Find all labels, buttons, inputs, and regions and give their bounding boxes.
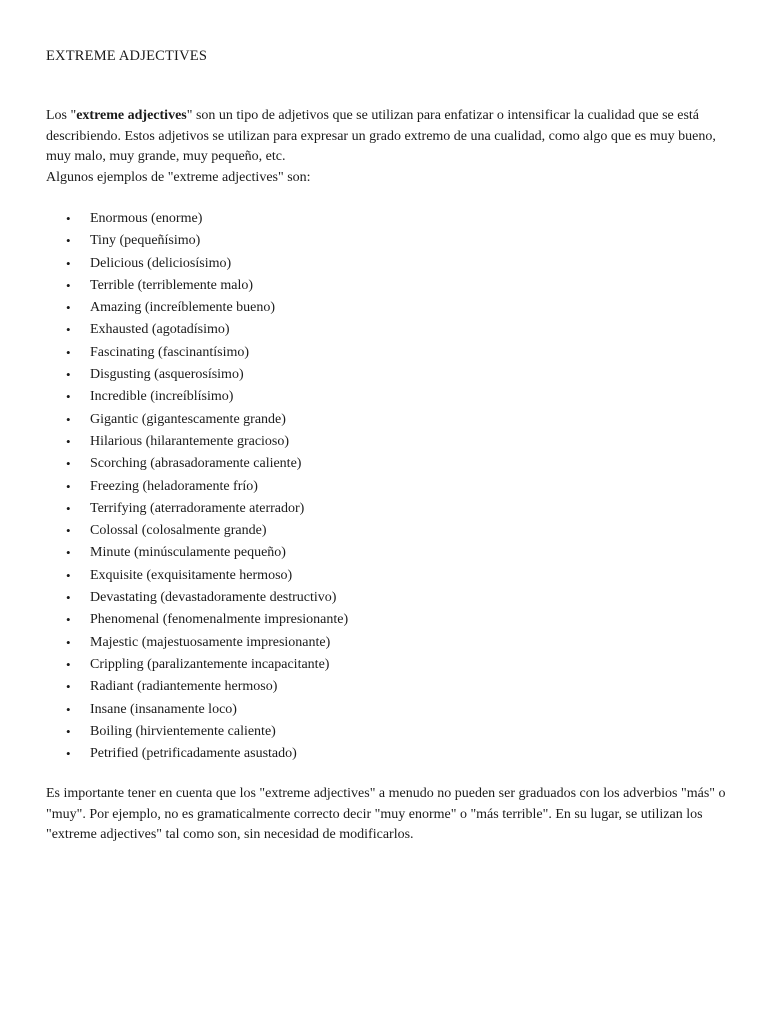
list-item-text: Phenomenal (fenomenalmente impresionante): [90, 612, 349, 628]
list-item-text: Minute (minúsculamente pequeño): [90, 545, 286, 561]
intro-text-start: Los ": [46, 108, 77, 123]
bullet-icon: •: [66, 701, 71, 717]
bullet-icon: •: [66, 723, 71, 739]
bullet-icon: •: [66, 567, 71, 583]
bullet-icon: •: [66, 389, 71, 405]
bullet-icon: •: [66, 746, 71, 762]
list-item: [46, 453, 348, 475]
bullet-icon: •: [66, 277, 71, 293]
bullet-icon: •: [66, 344, 71, 360]
bullet-icon: •: [66, 211, 71, 226]
document-title: EXTREME ADJECTIVES: [46, 48, 208, 64]
list-item-text: Boiling (hirvientemente caliente): [90, 723, 276, 739]
intro-text-rest: " son un tipo de adjetivos que se utilizan para enfatizar o intensificar la cualidad que se está describiendo. Estos adjetivos se utilizan para expresar un grado extremo de una cualidad, como algo que es muy bueno, muy malo, muy grande, muy pequeño, etc.: [46, 108, 716, 164]
list-item-text: Devastating (devastadoramente destructivo): [90, 590, 337, 606]
list-item-text: Enormous (enorme): [90, 211, 203, 226]
list-item: [46, 208, 348, 230]
examples-list: [46, 208, 348, 765]
bullet-icon: •: [66, 411, 71, 427]
list-item: [46, 632, 348, 654]
list-item: [46, 476, 348, 498]
list-item-text: Scorching (abrasadoramente caliente): [90, 456, 302, 472]
list-item-text: Disgusting (asquerosísimo): [90, 367, 244, 383]
list-item-text: Exhausted (agotadísimo): [90, 322, 230, 338]
bullet-icon: •: [66, 255, 71, 271]
list-item-text: Hilarious (hilarantemente gracioso): [90, 433, 290, 449]
list-item: [46, 364, 348, 386]
list-item-text: Insane (insanamente loco): [90, 701, 237, 717]
list-item: [46, 297, 348, 319]
bullet-icon: •: [66, 679, 71, 695]
list-item: [46, 275, 348, 297]
list-item: [46, 587, 348, 609]
list-item-text: Crippling (paralizantemente incapacitante): [90, 656, 330, 672]
bullet-icon: •: [66, 523, 71, 539]
list-item-text: Tiny (pequeñísimo): [90, 233, 201, 249]
list-item-text: Freezing (heladoramente frío): [90, 478, 258, 494]
bullet-icon: •: [66, 545, 71, 561]
list-item: [46, 699, 348, 721]
list-item: [46, 676, 348, 698]
bullet-icon: •: [66, 322, 71, 338]
list-item: [46, 654, 348, 676]
list-item-text: Majestic (majestuosamente impresionante): [90, 634, 331, 650]
list-item: [46, 498, 348, 520]
list-item: [46, 520, 348, 542]
intro-bold-term: extreme adjectives: [76, 108, 187, 123]
bullet-icon: •: [66, 456, 71, 472]
list-item: [46, 386, 348, 408]
list-item: [46, 342, 348, 364]
bullet-icon: •: [66, 656, 71, 672]
list-item-text: Exquisite (exquisitamente hermoso): [90, 567, 293, 583]
list-item-text: Terrifying (aterradoramente aterrador): [90, 500, 305, 516]
list-item: [46, 319, 348, 341]
bullet-icon: •: [66, 433, 71, 449]
list-item-text: Fascinating (fascinantísimo): [90, 344, 250, 360]
intro-paragraph: [46, 106, 736, 188]
bullet-icon: •: [66, 300, 71, 316]
list-item: [46, 542, 348, 564]
list-item-text: Colossal (colosalmente grande): [90, 523, 267, 539]
list-item: [46, 743, 348, 765]
bullet-icon: •: [66, 612, 71, 628]
list-item: [46, 230, 348, 252]
list-item-text: Delicious (deliciosísimo): [90, 255, 232, 271]
list-item-text: Gigantic (gigantescamente grande): [90, 411, 286, 427]
list-item: [46, 721, 348, 743]
bullet-icon: •: [66, 590, 71, 606]
list-item: [46, 565, 348, 587]
list-item-text: Terrible (terriblemente malo): [90, 277, 254, 293]
bullet-icon: •: [66, 233, 71, 249]
list-item-text: Amazing (increíblemente bueno): [90, 300, 276, 316]
bullet-icon: •: [66, 478, 71, 494]
list-item: [46, 431, 348, 453]
list-item-text: Incredible (increíblísimo): [90, 389, 234, 405]
bullet-icon: •: [66, 500, 71, 516]
list-item-text: Petrified (petrificadamente asustado): [90, 746, 297, 762]
list-item-text: Radiant (radiantemente hermoso): [90, 679, 278, 695]
closing-paragraph: Es importante tener en cuenta que los "extreme adjectives" a menudo no pueden ser graduados con los adverbios "más" o "muy". Por ejemplo, no es gramaticalmente correcto decir "muy enorme" o "más terrible". En su lugar, se utilizan los "extreme adjectives" tal como son, sin necesidad de modificarlos.: [46, 786, 726, 842]
list-item: [46, 409, 348, 431]
list-item: [46, 253, 348, 275]
examples-lead-text: Algunos ejemplos de "extreme adjectives" son:: [46, 169, 311, 185]
bullet-icon: •: [66, 367, 71, 383]
list-item: [46, 609, 348, 631]
bullet-icon: •: [66, 634, 71, 650]
